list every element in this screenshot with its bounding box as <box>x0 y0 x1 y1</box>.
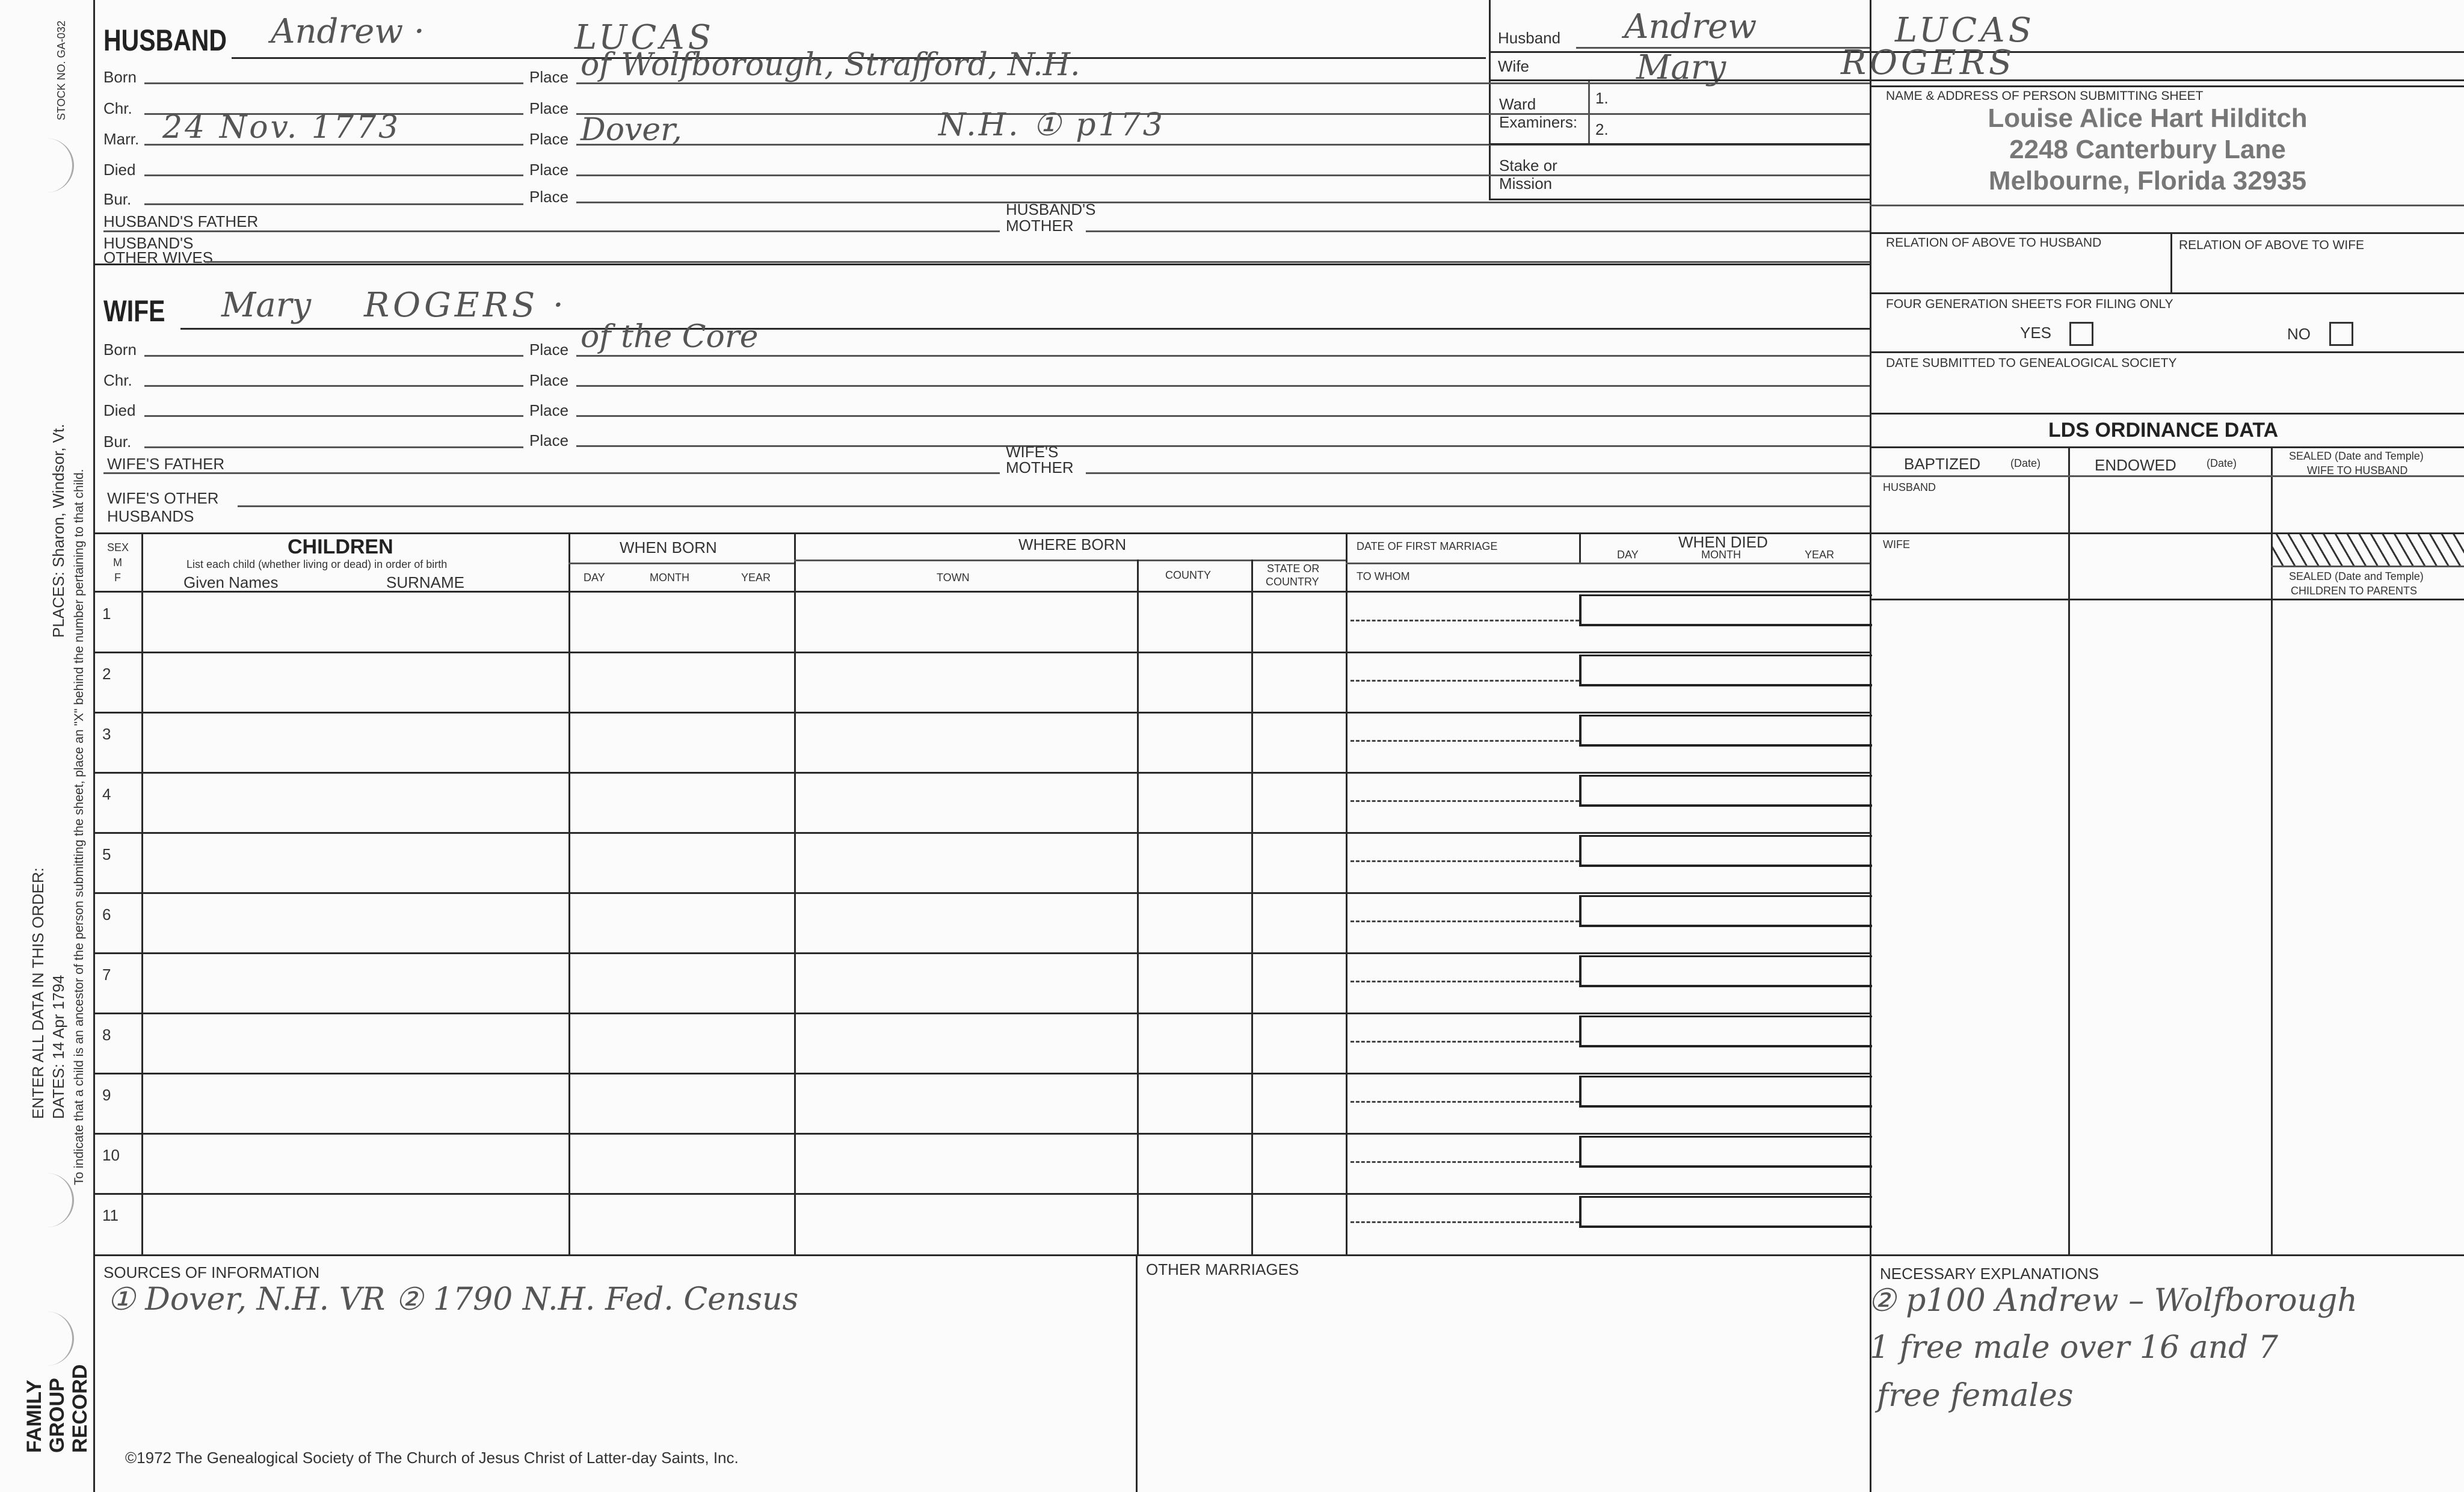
county-header: COUNTY <box>1165 569 1211 581</box>
lds-title: LDS ORDINANCE DATA <box>2048 419 2279 442</box>
explanations-label: NECESSARY EXPLANATIONS <box>1880 1265 2099 1283</box>
right-husband-given: Andrew <box>1624 7 1757 46</box>
submitter-name: Louise Alice Hart Hilditch <box>1988 103 2308 133</box>
husband-marriage-place-ref: N.H. ① p173 <box>938 107 1165 143</box>
month-header: MONTH <box>650 572 689 584</box>
submitter-label: NAME & ADDRESS OF PERSON SUBMITTING SHEET <box>1886 89 2204 103</box>
bottom-section-line <box>93 1254 2464 1256</box>
stake-label: Stake or <box>1499 156 1557 174</box>
field-line <box>576 202 1870 203</box>
marriage-date-dashed-line <box>1351 1161 1579 1163</box>
field-line <box>144 385 523 387</box>
section-line <box>1870 413 2464 415</box>
lds-col-divider <box>2068 446 2070 1254</box>
wife-heading: WIFE <box>103 294 165 328</box>
submitter-street: 2248 Canterbury Lane <box>2009 135 2286 164</box>
wife-born-label: Born <box>103 341 137 359</box>
section-line <box>1870 446 2464 448</box>
child-row-number: 1 <box>102 605 111 623</box>
sealed-wife-label: SEALED (Date and Temple) <box>2289 450 2424 462</box>
endowed-label: ENDOWED <box>2095 456 2176 474</box>
field-line <box>794 560 1346 561</box>
death-date-box <box>1579 895 1872 927</box>
husband-given-name: Andrew · <box>271 12 425 51</box>
wife-bur-label: Bur. <box>103 433 132 451</box>
husband-born-label: Born <box>103 68 137 86</box>
death-date-box <box>1579 655 1872 686</box>
sealed-children-label-2: CHILDREN TO PARENTS <box>2291 585 2418 597</box>
place-label: Place <box>529 161 569 179</box>
form-title: FAMILY GROUP RECORD <box>23 1364 91 1453</box>
husband-father-label: HUSBAND'S FATHER <box>103 212 259 230</box>
children-subtitle: List each child (whether living or dead) in order of birth <box>186 558 448 570</box>
death-date-box <box>1579 1196 1872 1228</box>
header-line <box>1489 143 1870 145</box>
margin-dates: DATES: 14 Apr 1794 <box>49 975 67 1119</box>
relation-wife-label: RELATION OF ABOVE TO WIFE <box>2179 238 2365 252</box>
child-row-number: 8 <box>102 1026 111 1044</box>
place-label: Place <box>529 401 569 419</box>
child-row-line <box>93 1133 1870 1135</box>
first-marriage-header: DATE OF FIRST MARRIAGE <box>1357 540 1498 552</box>
no-checkbox[interactable] <box>2329 322 2353 346</box>
baptized-label: BAPTIZED <box>1904 455 1981 473</box>
died-day-header: DAY <box>1617 549 1639 561</box>
right-husband-label: Husband <box>1498 29 1561 47</box>
husband-surname: LUCAS <box>574 18 715 57</box>
examiner-2-label: 2. <box>1595 120 1609 138</box>
when-born-header: WHEN BORN <box>620 538 717 556</box>
child-row-number: 9 <box>102 1086 111 1104</box>
marriage-date-dashed-line <box>1351 740 1579 742</box>
marriage-date-dashed-line <box>1351 620 1579 621</box>
place-label: Place <box>529 99 569 117</box>
child-row-number: 4 <box>102 785 111 803</box>
wife-chr-label: Chr. <box>103 371 132 389</box>
bottom-divider <box>1136 1254 1138 1492</box>
death-date-box <box>1579 594 1872 626</box>
explanation-line-3: free females <box>1877 1378 2074 1414</box>
husband-mother-label-2: MOTHER <box>1006 217 1074 235</box>
explanation-line-2: 1 free male over 16 and 7 <box>1870 1330 2278 1366</box>
section-line <box>1870 599 2464 600</box>
header-line <box>1489 79 2464 81</box>
sex-f: F <box>114 572 121 584</box>
death-date-box <box>1579 775 1872 807</box>
husband-marriage-date: 24 Nov. 1773 <box>162 109 401 146</box>
stock-number: STOCK NO. GA-032 <box>55 20 67 120</box>
marriage-date-dashed-line <box>1351 1041 1579 1043</box>
wife-other-husbands-label: WIFE'S OTHER <box>107 489 219 507</box>
husband-marr-label: Marr. <box>103 130 140 148</box>
left-frame-line <box>93 0 95 1492</box>
right-wife-label: Wife <box>1498 57 1529 75</box>
margin-places: PLACES: Sharon, Windsor, Vt. <box>49 424 67 638</box>
to-whom-header: TO WHOM <box>1357 570 1410 582</box>
field-line <box>1086 472 1870 474</box>
no-label: NO <box>2287 325 2311 343</box>
mission-label: Mission <box>1499 174 1553 193</box>
yes-checkbox[interactable] <box>2069 322 2093 346</box>
child-row-line <box>93 1013 1870 1014</box>
section-line <box>1870 232 2464 234</box>
children-title: CHILDREN <box>288 535 393 558</box>
sources-text: ① Dover, N.H. VR ② 1790 N.H. Fed. Census <box>107 1281 799 1318</box>
death-date-box <box>1579 835 1872 867</box>
field-line <box>1086 230 1870 232</box>
marriage-date-dashed-line <box>1351 800 1579 802</box>
wife-died-label: Died <box>103 401 136 419</box>
husband-mother-label: HUSBAND'S <box>1006 200 1096 218</box>
date-note: (Date) <box>2207 457 2237 469</box>
town-header: TOWN <box>937 572 970 584</box>
right-wife-surname: ROGERS <box>1841 43 2016 82</box>
husband-bur-label: Bur. <box>103 190 132 208</box>
field-line <box>103 472 1000 474</box>
child-row-line <box>93 652 1870 653</box>
header-divider <box>1489 0 1491 200</box>
field-line <box>1589 113 1870 115</box>
field-line <box>144 174 523 176</box>
wife-given-name: Mary <box>221 286 312 325</box>
husband-born-place: of Wolfborough, Strafford, N.H. <box>581 47 1080 83</box>
husband-died-label: Died <box>103 161 136 179</box>
hatched-area <box>2272 534 2464 566</box>
child-row-line <box>93 1073 1870 1074</box>
state-header: STATE OR <box>1267 563 1320 575</box>
husband-other-wives-label-2: OTHER WIVES <box>103 248 214 267</box>
field-line <box>2271 566 2464 567</box>
place-label: Place <box>529 188 569 206</box>
punch-hole <box>36 138 74 193</box>
field-line <box>205 261 1870 263</box>
death-date-box <box>1579 955 1872 987</box>
child-row-number: 3 <box>102 725 111 743</box>
when-died-header: WHEN DIED <box>1678 533 1768 551</box>
wife-father-label: WIFE'S FATHER <box>107 455 225 473</box>
died-year-header: YEAR <box>1805 549 1835 561</box>
field-line <box>144 415 523 417</box>
section-divider <box>93 264 1870 265</box>
child-row-number: 7 <box>102 966 111 984</box>
section-line <box>1870 292 2464 294</box>
death-date-box <box>1579 1016 1872 1047</box>
field-line <box>576 174 1870 176</box>
ward-label: Ward <box>1499 95 1536 113</box>
relation-husband-label: RELATION OF ABOVE TO HUSBAND <box>1886 236 2102 250</box>
place-label: Place <box>529 68 569 86</box>
examiner-1-label: 1. <box>1595 89 1609 107</box>
lds-col-divider <box>2271 446 2273 1254</box>
child-row-line <box>93 1193 1870 1195</box>
marriage-date-dashed-line <box>1351 680 1579 682</box>
header-line <box>1489 199 1870 200</box>
child-row-line <box>93 772 1870 774</box>
table-col-line <box>1579 532 1581 563</box>
place-label: Place <box>529 371 569 389</box>
husband-other-wives-label: HUSBAND'S <box>103 234 194 252</box>
given-names-header: Given Names <box>183 573 279 591</box>
lds-wife-label: WIFE <box>1883 538 1910 550</box>
date-note: (Date) <box>2010 457 2041 469</box>
child-row-number: 6 <box>102 905 111 923</box>
explanation-line-1: ② p100 Andrew – Wolfborough <box>1868 1283 2358 1319</box>
punch-hole <box>36 1173 74 1227</box>
child-row-number: 2 <box>102 665 111 683</box>
husband-heading: HUSBAND <box>103 23 227 57</box>
other-marriages-label: OTHER MARRIAGES <box>1146 1260 1299 1278</box>
death-date-box <box>1579 715 1872 747</box>
submitter-city: Melbourne, Florida 32935 <box>1988 166 2307 196</box>
husband-chr-label: Chr. <box>103 99 132 117</box>
field-line <box>568 563 794 564</box>
marriage-date-dashed-line <box>1351 981 1579 982</box>
section-line <box>1870 351 2464 353</box>
sealed-wife-label-2: WIFE TO HUSBAND <box>2307 464 2408 476</box>
right-wife-given: Mary <box>1636 48 1726 87</box>
field-line <box>576 355 1870 357</box>
section-divider <box>93 532 1870 534</box>
sex-m: M <box>113 556 122 569</box>
place-label: Place <box>529 130 569 148</box>
field-line <box>103 230 1000 232</box>
marriage-date-dashed-line <box>1351 860 1579 862</box>
field-line <box>144 203 523 205</box>
field-line <box>144 82 523 84</box>
died-month-header: MONTH <box>1701 549 1741 561</box>
field-line <box>144 355 523 357</box>
wife-other-husbands-label-2: HUSBANDS <box>107 507 194 525</box>
wife-born-place: of the Core <box>581 319 759 355</box>
date-submitted-label: DATE SUBMITTED TO GENEALOGICAL SOCIETY <box>1886 356 2177 370</box>
marriage-date-dashed-line <box>1351 1101 1579 1103</box>
child-row-line <box>93 952 1870 954</box>
year-header: YEAR <box>741 572 771 584</box>
field-line <box>1870 205 2464 206</box>
table-header-line <box>93 591 1870 593</box>
place-label: Place <box>529 341 569 359</box>
copyright: ©1972 The Genealogical Society of The Church of Jesus Christ of Latter-day Saints, Inc. <box>125 1449 739 1467</box>
where-born-header: WHERE BORN <box>1018 535 1127 553</box>
field-line <box>1870 475 2464 477</box>
field-line <box>238 505 1870 507</box>
relation-divider <box>2170 232 2172 292</box>
child-row-line <box>93 712 1870 714</box>
child-row-line <box>93 892 1870 894</box>
child-row-number: 5 <box>102 845 111 863</box>
wife-surname: ROGERS · <box>364 286 567 325</box>
child-row-line <box>93 832 1870 834</box>
right-husband-surname: LUCAS <box>1895 11 2035 50</box>
surname-header: SURNAME <box>386 573 465 591</box>
field-line <box>144 446 523 448</box>
child-row-number: 10 <box>102 1146 120 1164</box>
submitter-top-line <box>1870 85 2464 87</box>
marriage-date-dashed-line <box>1351 1221 1579 1223</box>
examiners-label: Examiners: <box>1499 113 1578 131</box>
death-date-box <box>1579 1136 1872 1168</box>
country-header: COUNTRY <box>1266 576 1319 588</box>
wife-name-line <box>180 328 1870 330</box>
lds-husband-label: HUSBAND <box>1883 481 1936 493</box>
death-date-box <box>1579 1076 1872 1108</box>
table-col-line <box>1251 560 1253 1254</box>
wife-mother-label-2: MOTHER <box>1006 458 1074 476</box>
sex-header: SEX <box>107 541 129 553</box>
child-row-number: 11 <box>102 1206 119 1224</box>
wife-mother-label: WIFE'S <box>1006 443 1059 461</box>
margin-instructions: To indicate that a child is an ancestor of the person submitting the sheet, place an "X" behind the number pertaining to that child. <box>72 469 86 1185</box>
day-header: DAY <box>584 572 605 584</box>
sources-label: SOURCES OF INFORMATION <box>103 1263 320 1281</box>
marriage-date-dashed-line <box>1351 920 1579 922</box>
sealed-children-label: SEALED (Date and Temple) <box>2289 570 2424 582</box>
margin-enter-all: ENTER ALL DATA IN THIS ORDER: <box>29 867 47 1119</box>
four-generation-label: FOUR GENERATION SHEETS FOR FILING ONLY <box>1886 297 2173 311</box>
table-col-line <box>1137 560 1139 1254</box>
husband-marriage-place: Dover, <box>581 112 682 148</box>
field-line <box>576 415 1870 417</box>
yes-label: YES <box>2020 324 2052 342</box>
place-label: Place <box>529 431 569 449</box>
field-line <box>1346 563 1870 564</box>
field-line <box>576 445 1870 447</box>
field-line <box>576 385 1870 387</box>
